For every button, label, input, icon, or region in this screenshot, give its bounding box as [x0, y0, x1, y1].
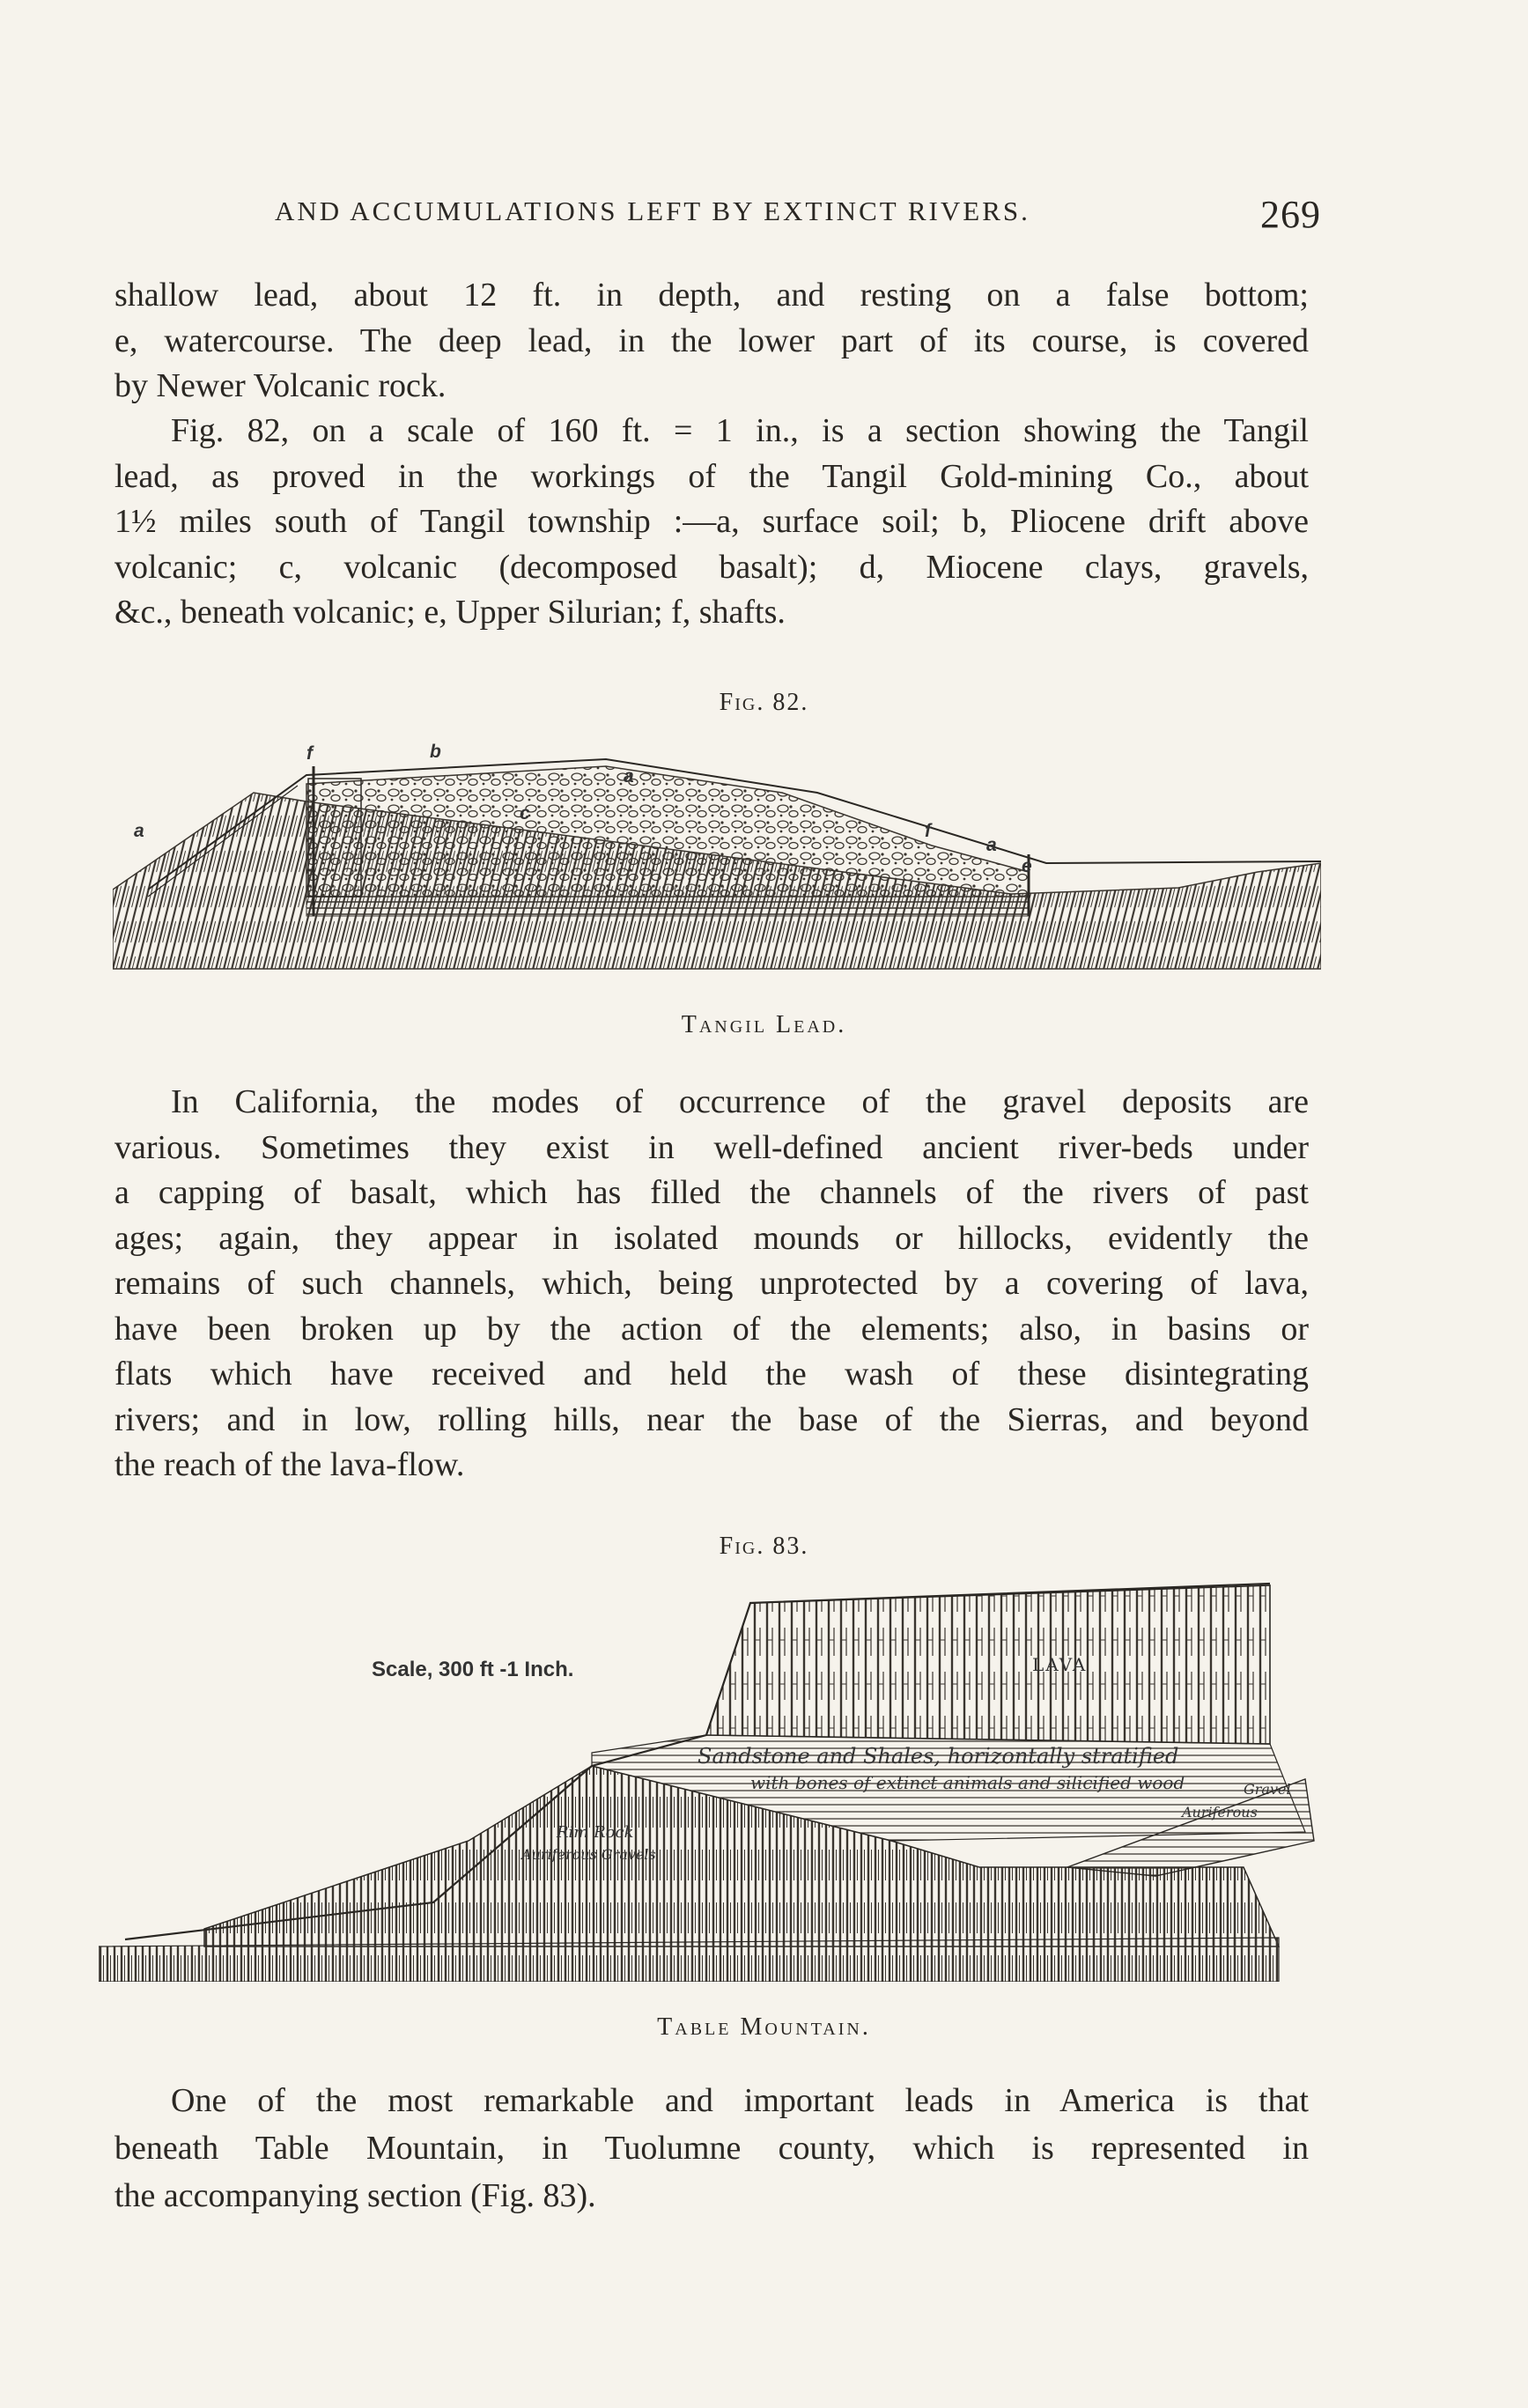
figure-82-caption: Tangil Lead. — [681, 1011, 847, 1038]
running-head-title: AND ACCUMULATIONS LEFT BY EXTINCT RIVERS. — [275, 196, 1030, 226]
text-line: have been broken up by the action of the elements; also, in basins or — [114, 1310, 1309, 1348]
text-line: the accompanying section (Fig. 83). — [114, 2177, 596, 2214]
paragraph-2 — [114, 409, 1309, 636]
label-b-drift: b — [430, 742, 441, 762]
figure-82-title: Fig. 82. — [719, 689, 809, 716]
label-f-shaft-2: f — [925, 821, 931, 841]
text-line: a capping of basalt, which has filled the channels of the rivers of past — [114, 1174, 1309, 1211]
lava-label: LAVA — [1032, 1654, 1088, 1675]
figure-83-table-mountain-section — [99, 1577, 1323, 1982]
text-line: flats which have received and held the wash of these disintegrating — [114, 1355, 1309, 1392]
auriferous-label: Auriferous — [1182, 1804, 1258, 1821]
label-a-soil: a — [134, 821, 144, 841]
paragraph-4 — [114, 2077, 1309, 2220]
text-line: the reach of the lava-flow. — [114, 1446, 465, 1483]
paragraph-3 — [114, 1080, 1309, 1488]
text-line: volcanic; c, volcanic (decomposed basalt); d, Miocene clays, gravels, — [114, 548, 1309, 586]
text-line: lead, as proved in the workings of the Tangil Gold-mining Co., about — [114, 457, 1309, 495]
auriferous-gravels-label: Auriferous Gravels — [521, 1846, 656, 1863]
text-line: rivers; and in low, rolling hills, near the base of the Sierras, and beyond — [114, 1400, 1309, 1438]
figure-82-engraving — [113, 740, 1321, 972]
text-line: beneath Table Mountain, in Tuolumne county, which is represented in — [114, 2130, 1309, 2167]
text-line: 1½ miles south of Tangil township :—a, surface soil; b, Pliocene drift above — [114, 503, 1309, 540]
text-line: &c., beneath volcanic; e, Upper Silurian; f, shafts. — [114, 594, 786, 631]
figure-83-title: Fig. 83. — [719, 1533, 809, 1560]
text-line: shallow lead, about 12 ft. in depth, and resting on a false bottom; — [114, 277, 1309, 314]
label-c-volcanic: c — [520, 803, 530, 824]
figure-82-tangil-lead-section — [113, 740, 1321, 972]
rim-rock-label: Rim Rock — [557, 1823, 634, 1842]
text-line: Fig. 82, on a scale of 160 ft. = 1 in., is a section showing the Tangil — [171, 412, 1309, 449]
label-e-silurian: e — [1022, 856, 1032, 876]
label-a-soil-3: a — [986, 835, 997, 855]
strata-label-1: Sandstone and Shales, horizontally stratified — [698, 1744, 1179, 1769]
text-line: e, watercourse. The deep lead, in the lower part of its course, is covered — [114, 321, 1309, 359]
text-line: by Newer Volcanic rock. — [114, 367, 447, 404]
text-line: remains of such channels, which, being unprotected by a covering of lava, — [114, 1265, 1309, 1302]
scale-label: Scale, 300 ft -1 Inch. — [372, 1658, 574, 1681]
label-a-soil-2: a — [624, 766, 634, 787]
text-line: various. Sometimes they exist in well-defined ancient river-beds under — [114, 1128, 1309, 1166]
text-line: ages; again, they appear in isolated mounds or hillocks, evidently the — [114, 1219, 1309, 1257]
text-line: In California, the modes of occurrence of the gravel deposits are — [171, 1083, 1309, 1120]
text-line: One of the most remarkable and important leads in America is that — [171, 2082, 1309, 2119]
strata-label-2: with bones of extinct animals and silicified wood — [750, 1772, 1185, 1793]
page-number: 269 — [1260, 193, 1321, 236]
paragraph-1 — [114, 273, 1309, 410]
gravel-label: Gravel — [1244, 1781, 1291, 1798]
label-f-shaft: f — [306, 743, 313, 764]
figure-83-caption: Table Mountain. — [657, 2013, 871, 2041]
